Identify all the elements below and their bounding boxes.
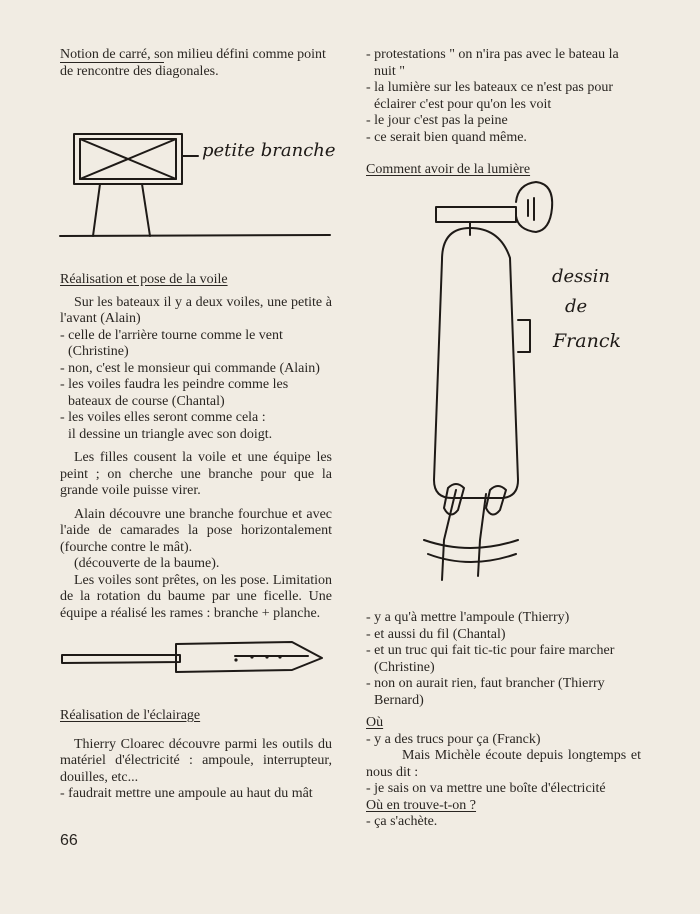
ampoule-item-4: - non on aurait rien, faut brancher (Thierry Bernard) xyxy=(366,676,605,708)
trouve-heading: Où en trouve-t-on ? xyxy=(366,797,477,813)
ampoule-item-2: - et aussi du fil (Chantal) xyxy=(366,626,506,642)
left-column xyxy=(60,47,332,80)
eclairage-item: - faudrait mettre une ampoule au haut du mât xyxy=(60,786,313,801)
voile-triangle: il dessine un triangle avec son doigt. xyxy=(68,426,273,442)
right-item-1: - protestations " on n'ira pas avec le bateau la nuit " xyxy=(366,47,619,79)
voile-item-1: - celle de l'arrière tourne comme le vent (Christine) xyxy=(60,327,283,359)
oar-drawing xyxy=(60,636,330,681)
right-column-top xyxy=(366,47,641,179)
right-column-bottom xyxy=(366,610,641,831)
ampoule-item-3: - et un truc qui fait tic-tic pour faire marcher (Christine) xyxy=(366,643,615,675)
voile-section xyxy=(60,272,332,622)
carre-notion-text: Notion de carré, son milieu défini comme point de rencontre des diagonales. xyxy=(60,47,326,79)
right-item-3: - le jour c'est pas la peine xyxy=(366,113,508,128)
carre-underline xyxy=(60,62,164,63)
right-item-2: - la lumière sur les bateaux ce n'est pas pour éclairer c'est pour qu'on les voit xyxy=(366,80,614,112)
dessin-label-line-3: Franck xyxy=(553,330,621,352)
boite-item: - je sais on va mettre une boîte d'électricité xyxy=(366,781,606,796)
page-number: 66 xyxy=(60,832,78,849)
para-alain: Alain découvre une branche fourchue et avec l'aide de camarades la pose horizontalement (fourche contre le mât). xyxy=(60,506,332,555)
eclairage-heading: Réalisation de l'éclairage xyxy=(60,708,201,723)
eclairage-para: Thierry Cloarec découvre parmi les outils du matériel d'électricité : ampoule, interrupteur, douilles, etc... xyxy=(60,736,332,785)
ou-item: - y a des trucs pour ça (Franck) xyxy=(366,731,541,747)
dessin-label-line-2: de xyxy=(565,296,588,317)
eclairage-section xyxy=(60,708,332,803)
voile-item-2: - non, c'est le monsieur qui commande (Alain) xyxy=(60,360,320,376)
para-filles: Les filles cousent la voile et une équipe les peint ; on cherche une branche pour que la grande voile puisse virer. xyxy=(60,450,332,498)
petite-branche-label: petite branche xyxy=(202,140,336,161)
lamp-mast-drawing xyxy=(420,180,620,600)
michele-text: Mais Michèle écoute depuis longtemps et nous dit : xyxy=(366,748,641,780)
achete-item: - ça s'achète. xyxy=(366,814,438,829)
para-baume: (découverte de la baume). xyxy=(74,556,220,571)
ou-heading: Où xyxy=(366,715,384,730)
ampoule-item-1: - y a qu'à mettre l'ampoule (Thierry) xyxy=(366,610,570,625)
voile-heading: Réalisation et pose de la voile xyxy=(60,272,228,287)
lumiere-heading: Comment avoir de la lumière xyxy=(366,162,531,177)
right-item-4: - ce serait bien quand même. xyxy=(366,129,527,145)
voile-item-3: - les voiles faudra les peindre comme les bateaux de course (Chantal) xyxy=(60,377,289,409)
voile-item-4: - les voiles elles seront comme cela : xyxy=(60,410,266,425)
dessin-label-line-1: dessin xyxy=(552,266,610,287)
voile-intro: Sur les bateaux il y a deux voiles, une petite à l'avant (Alain) xyxy=(60,294,332,326)
para-voiles: Les voiles sont prêtes, on les pose. Limitation de la rotation du baume par une ficelle. Une équipe a réalisé les rames : branche + planche. xyxy=(60,572,332,621)
